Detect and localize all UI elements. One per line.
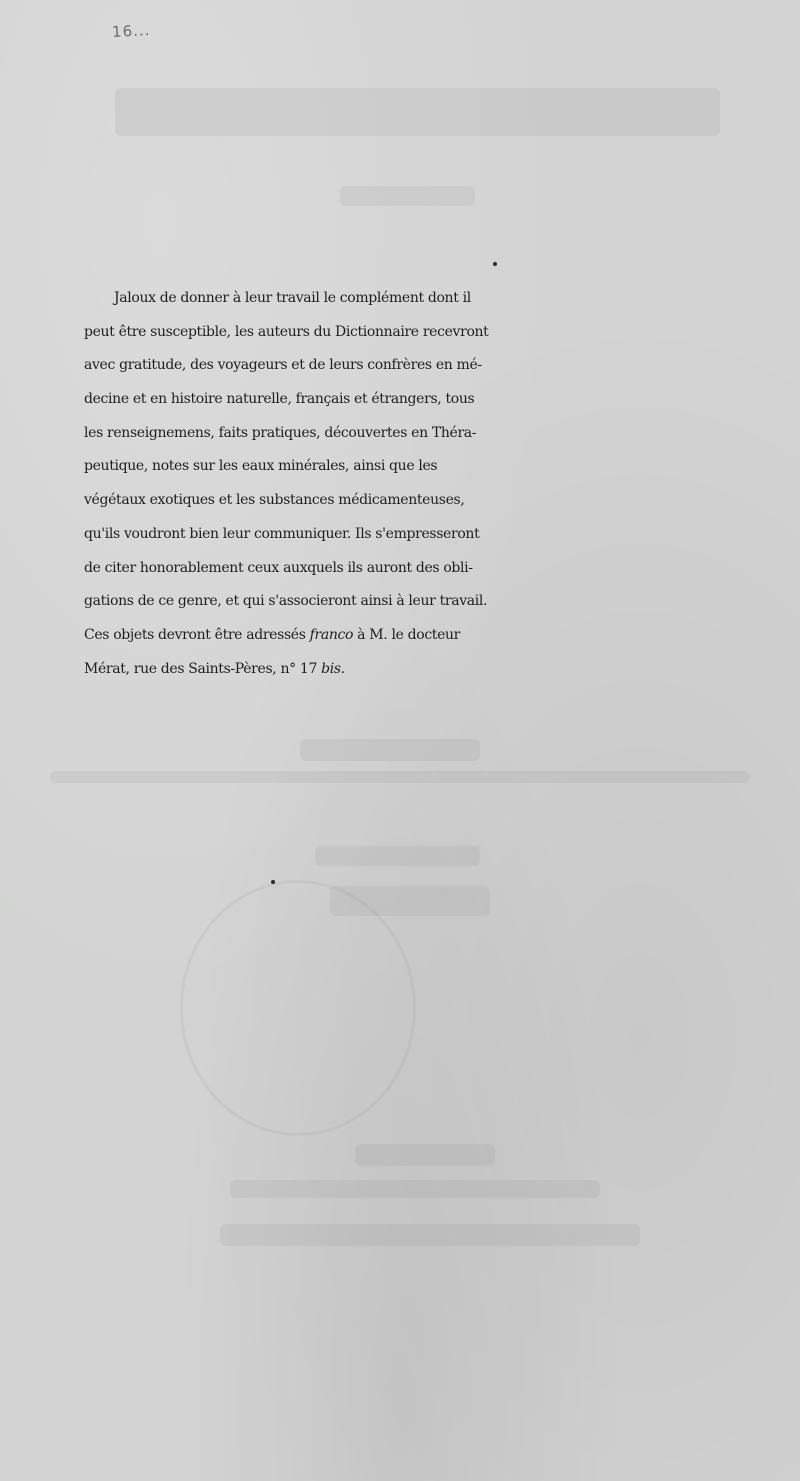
show-through-imprint [0, 1140, 800, 1200]
show-through-stamp [180, 880, 416, 1136]
notice-italic-franco: franco [309, 626, 354, 643]
notice-line: decine et en histoire naturelle, français et étrangers, tous [84, 391, 475, 408]
show-through-subtitle [0, 180, 800, 240]
notice-line: les renseignemens, faits pratiques, découvertes en Théra- [84, 424, 477, 441]
notice-line: gations de ce genre, et qui s'associeront ainsi à leur travail. [84, 593, 488, 610]
speck [271, 880, 275, 884]
show-through-volume [0, 840, 800, 900]
notice-line: Jaloux de donner à leur travail le complément dont il [114, 290, 471, 306]
notice-line: qu'ils voudront bien leur communiquer. Ils s'empresseront [84, 525, 480, 542]
notice-line-address [84, 619, 798, 653]
notice-line: peut être susceptible, les auteurs du Dictionnaire recevront [84, 323, 489, 340]
speck [493, 262, 497, 266]
notice-line-text: Mérat, rue des Saints-Pères, n° 17 [84, 660, 322, 677]
notice-line: avec gratitude, des voyageurs et de leurs confrères en mé- [84, 357, 482, 374]
show-through-title [0, 80, 800, 140]
show-through-publisher [0, 1220, 800, 1280]
notice-line: végétaux exotiques et les substances médicamenteuses, [84, 492, 465, 509]
show-through-authors [0, 735, 800, 795]
notice-italic-bis: bis. [321, 660, 345, 677]
notice-text-block [84, 282, 798, 702]
handwritten-corner-mark: 16... [111, 21, 151, 41]
notice-line-address-street [84, 653, 798, 687]
notice-line: peutique, notes sur les eaux minérales, ainsi que les [84, 458, 438, 475]
notice-line-text: à M. le docteur [353, 626, 461, 643]
notice-line-text: Ces objets devront être adressés [84, 626, 310, 643]
notice-line: de citer honorablement ceux auxquels ils auront des obli- [84, 559, 473, 576]
